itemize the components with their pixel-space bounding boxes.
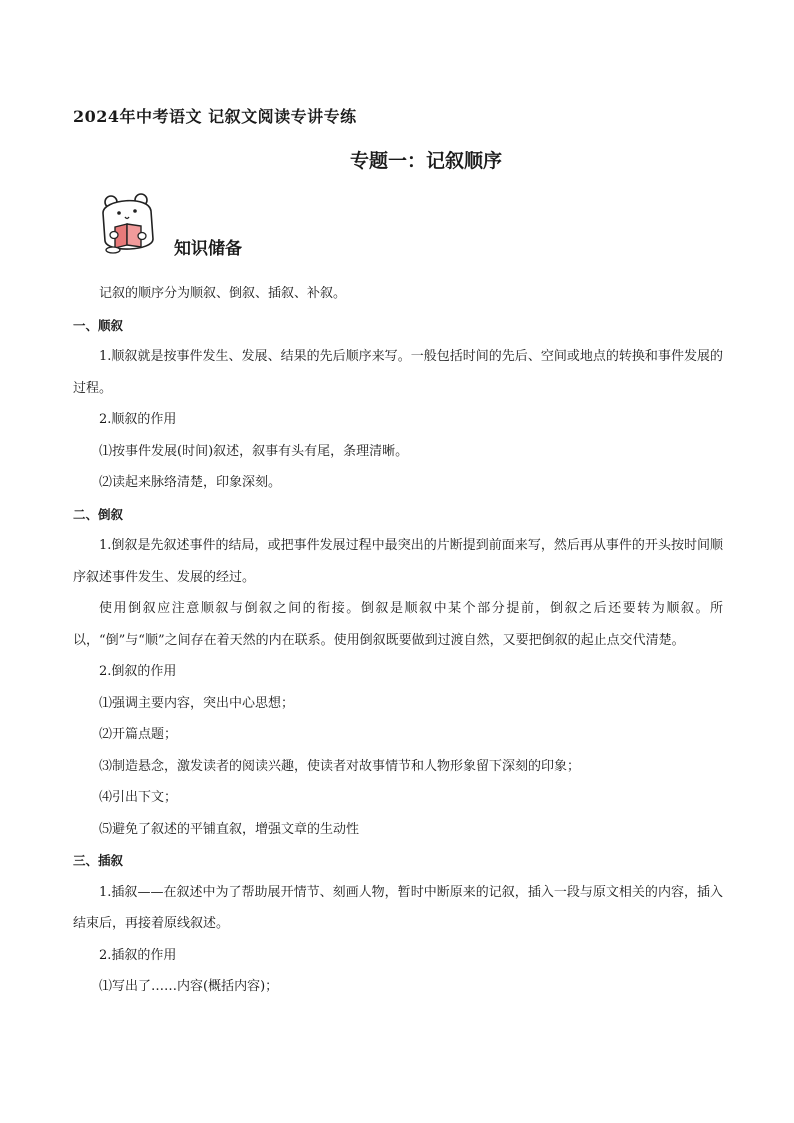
list-item: ⑵开篇点题； [99,727,178,742]
list-item: ⑷引出下文； [99,790,178,805]
list-item: ⑶制造悬念，激发读者的阅读兴趣，使读者对故事情节和人物形象留下深刻的印象； [99,758,581,774]
subheading: 2.顺叙的作用 [99,412,177,427]
list-item: ⑴按事件发展(时间)叙述，叙事有头有尾，条理清晰。 [99,443,409,459]
document-body [73,278,723,1003]
subheading: 2.倒叙的作用 [99,664,177,679]
topic-title: 专题一：记叙顺序 [350,150,503,172]
section-heading-knowledge: 知识储备 [174,239,242,259]
section-title-daoxu: 二、倒叙 [73,506,124,522]
list-item: ⑴写出了……内容(概括内容)； [99,979,279,994]
paragraph: 1.顺叙就是按事件发生、发展、结果的先后顺序来写。一般包括时间的先后、空间或地点的转换和事件发展的过程。 [73,349,723,396]
section-title-shunxu: 一、顺叙 [73,317,124,333]
list-item: ⑸避免了叙述的平铺直叙，增强文章的生动性 [99,821,360,837]
paragraph: 1.倒叙是先叙述事件的结局，或把事件发展过程中最突出的片断提到前面来写，然后再从事件的开头按时间顺序叙述事件发生、发展的经过。 [73,538,723,585]
intro-paragraph: 记叙的顺序分为顺叙、倒叙、插叙、补叙。 [99,286,347,301]
paragraph: 使用倒叙应注意顺叙与倒叙之间的衔接。倒叙是顺叙中某个部分提前，倒叙之后还要转为顺叙。所以，“倒”与“顺”之间存在着天然的内在联系。使用倒叙既要做到过渡自然，又要把倒叙的起止点交代清楚。 [73,601,723,648]
bear-reading-icon [97,193,161,255]
paragraph: 1.插叙——在叙述中为了帮助展开情节、刻画人物，暂时中断原来的记叙，插入一段与原文相关的内容，插入结束后，再接着原线叙述。 [73,884,723,931]
list-item: ⑵读起来脉络清楚，印象深刻。 [99,475,282,490]
document-header-title: 2024年中考语文 记叙文阅读专讲专练 [73,107,357,126]
subheading: 2.插叙的作用 [99,947,177,963]
section-title-chaxu: 三、插叙 [73,853,124,868]
list-item: ⑴强调主要内容，突出中心思想； [99,695,295,711]
